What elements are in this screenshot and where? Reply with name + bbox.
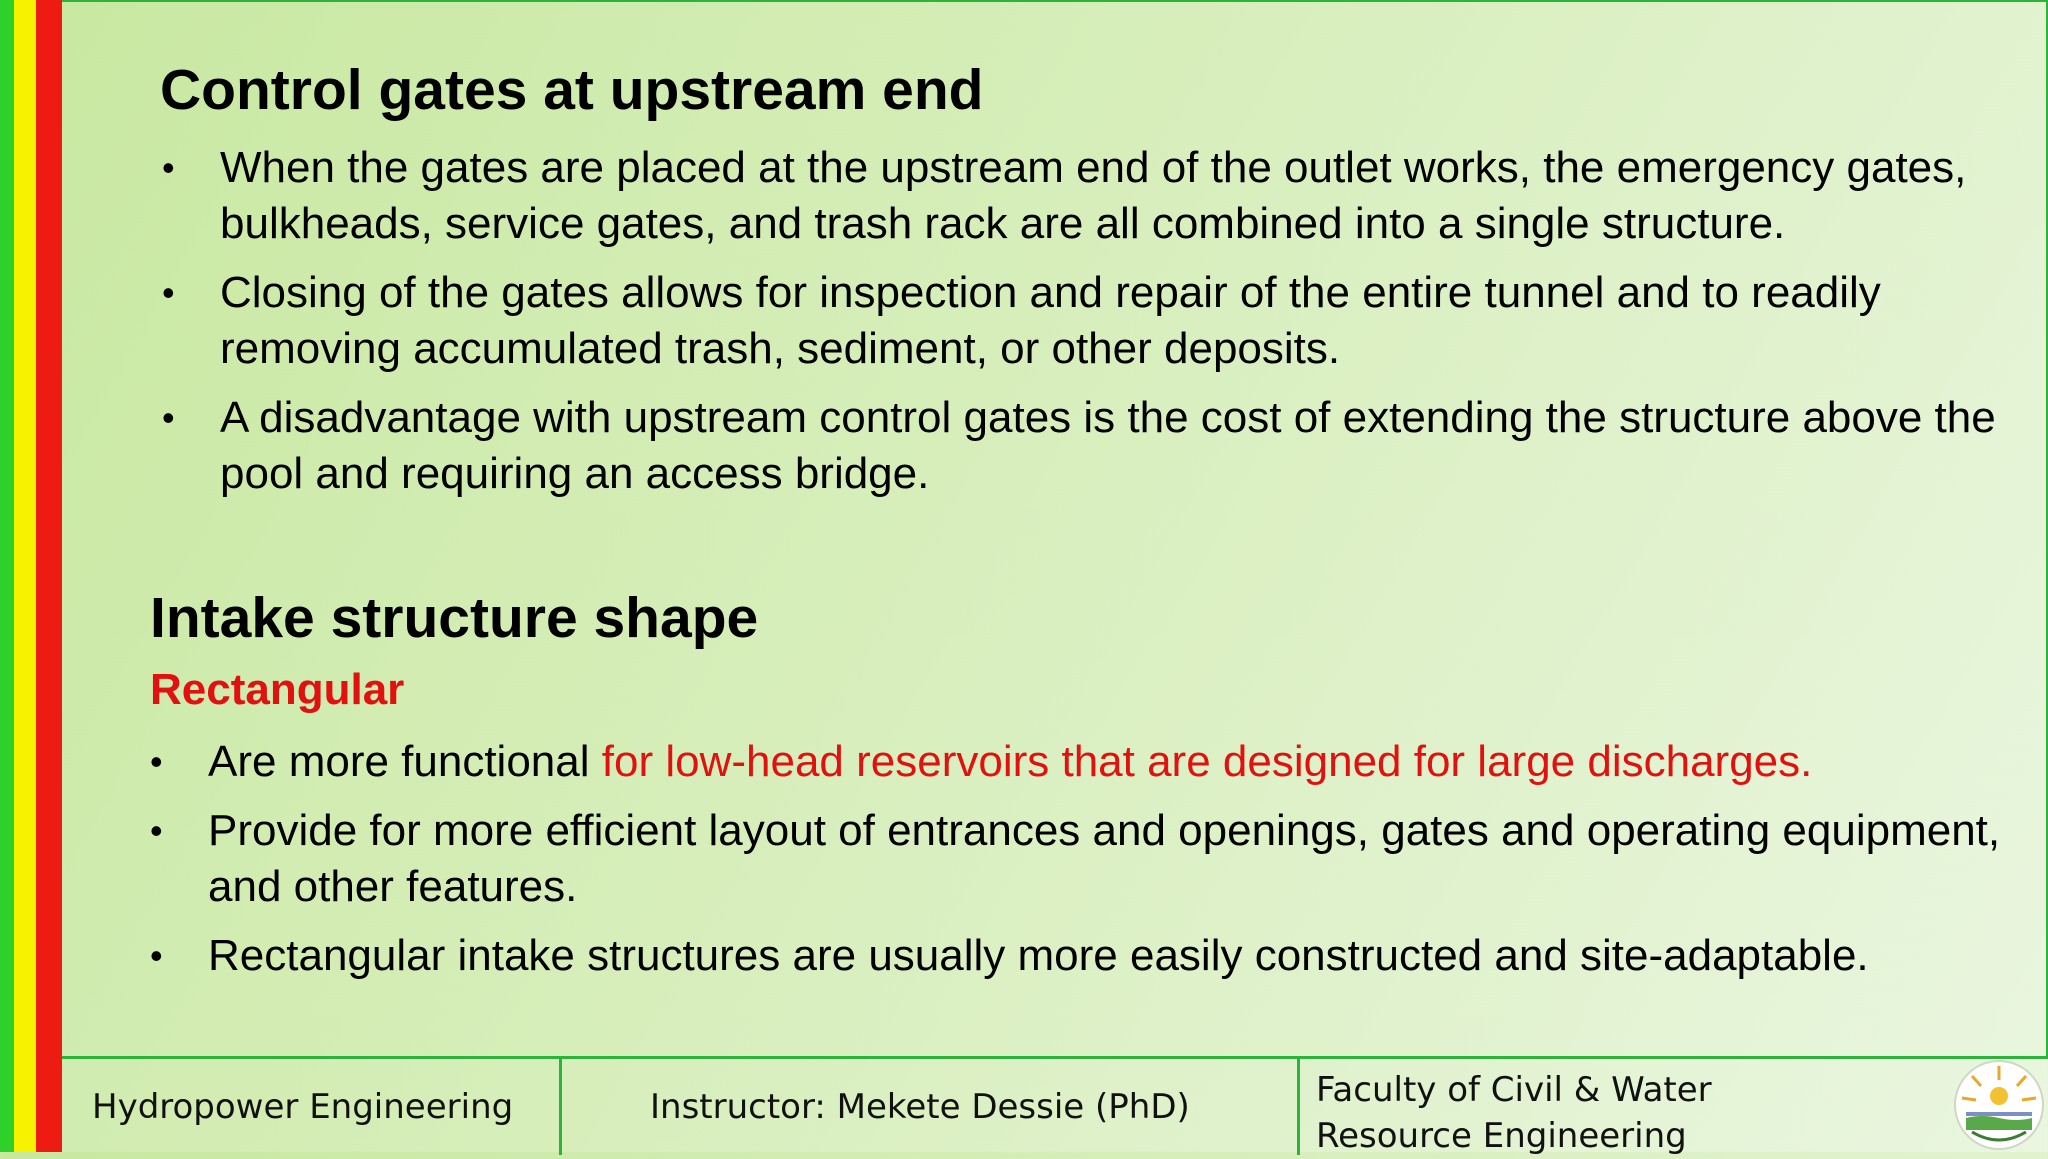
bullet-text-plain: Are more functional bbox=[208, 737, 602, 786]
flag-stripe-green bbox=[0, 0, 14, 1152]
flag-stripe-yellow bbox=[14, 0, 36, 1152]
list-item: • When the gates are placed at the upstream end of the outlet works, the emergency gates, bulkheads, service gates, and trash rack are all combined into a single structure. bbox=[162, 140, 2042, 252]
footer-course-text: Hydropower Engineering bbox=[92, 1087, 514, 1127]
subheading-rectangular: Rectangular bbox=[150, 665, 405, 714]
footer-faculty-text: Faculty of Civil & Water Resource Engineering bbox=[1316, 1070, 1712, 1156]
control-gates-bullet-list bbox=[162, 140, 2042, 515]
slide-content bbox=[62, 0, 2048, 1057]
section-title-intake-shape: Intake structure shape bbox=[150, 586, 759, 650]
list-item: • A disadvantage with upstream control gates is the cost of extending the structure above the pool and requiring an access bridge. bbox=[162, 390, 2042, 502]
footer-cell-faculty bbox=[1300, 1059, 2048, 1155]
bullet-text-highlight: for low-head reservoirs that are designed for large discharges. bbox=[601, 737, 1813, 786]
university-seal-icon bbox=[1952, 1058, 2046, 1152]
flag-stripe-red bbox=[36, 0, 62, 1152]
list-item: • Closing of the gates allows for inspection and repair of the entire tunnel and to readily removing accumulated trash, sediment, or other deposits. bbox=[162, 265, 2042, 377]
footer-cell-course bbox=[62, 1059, 562, 1155]
list-item: • Provide for more efficient layout of entrances and openings, gates and operating equipment, and other features. bbox=[150, 803, 2030, 915]
section-title-control-gates: Control gates at upstream end bbox=[160, 58, 984, 122]
rectangular-bullet-list bbox=[150, 734, 2030, 997]
footer-instructor-text: Instructor: Mekete Dessie (PhD) bbox=[650, 1087, 1190, 1127]
list-item bbox=[150, 734, 2030, 790]
slide-footer bbox=[62, 1056, 2048, 1155]
list-item: • Rectangular intake structures are usually more easily constructed and site-adaptable. bbox=[150, 928, 2030, 984]
footer-cell-instructor bbox=[562, 1059, 1300, 1155]
